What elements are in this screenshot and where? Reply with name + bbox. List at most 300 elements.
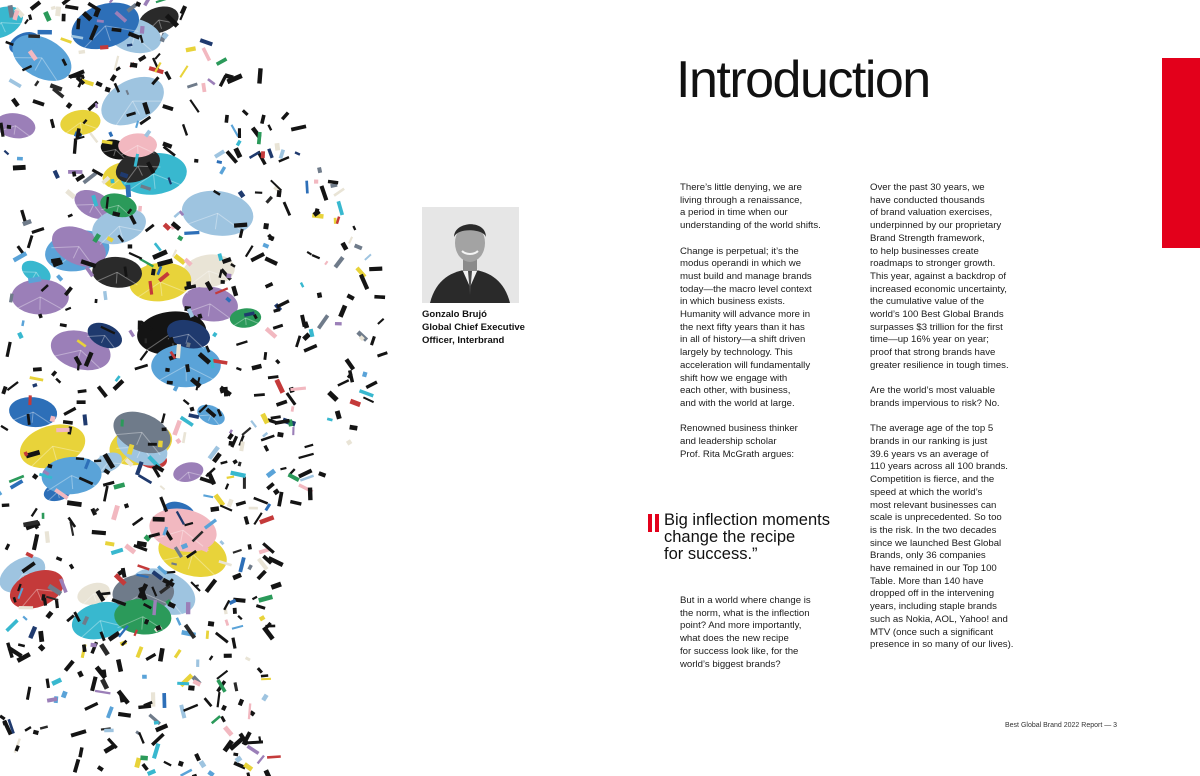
portrait-caption (422, 308, 542, 347)
portrait-photo (422, 207, 519, 303)
confetti-dash (220, 716, 226, 723)
confetti-dash (154, 242, 162, 251)
confetti-dash (207, 770, 214, 776)
confetti-dash (259, 515, 274, 524)
confetti-dash (346, 294, 354, 301)
confetti-dash (261, 674, 269, 677)
confetti-dash (51, 6, 56, 10)
confetti-dash (5, 543, 10, 550)
confetti-dash (327, 391, 339, 402)
confetti-dash (220, 461, 227, 465)
confetti-dash (233, 753, 238, 757)
confetti-dash (266, 469, 276, 478)
confetti-dash (206, 631, 209, 639)
confetti-dash (32, 383, 37, 388)
confetti-dash (138, 206, 142, 212)
confetti-dash (142, 675, 147, 679)
confetti-dash (300, 282, 304, 288)
confetti-dash (304, 444, 313, 449)
confetti-dash (151, 692, 155, 706)
confetti-dash (62, 14, 66, 22)
confetti-dash (238, 699, 244, 706)
confetti-dash (345, 358, 356, 370)
confetti-dash (2, 503, 10, 507)
confetti-dash (273, 488, 280, 495)
confetti-dash (67, 500, 82, 507)
confetti-dash (27, 235, 34, 248)
confetti-dash (274, 379, 285, 394)
confetti-dash (154, 53, 160, 60)
confetti-dash (105, 541, 115, 546)
confetti-dash (42, 513, 45, 519)
confetti-dash (263, 223, 269, 230)
confetti-dash (46, 678, 50, 688)
confetti-dash (233, 608, 237, 614)
confetti-dash (22, 616, 27, 621)
confetti-dash (231, 124, 240, 137)
confetti-dash (245, 656, 251, 661)
confetti-dash (40, 725, 48, 729)
confetti-dash (212, 332, 217, 338)
confetti-dash (117, 690, 130, 705)
confetti-dash (18, 643, 25, 647)
confetti-dash (295, 151, 301, 155)
confetti-dash (1, 386, 7, 395)
confetti-dash (275, 143, 281, 151)
confetti-dash (320, 185, 329, 201)
confetti-dash (261, 151, 265, 158)
confetti-dash (99, 643, 110, 656)
confetti-dash (314, 180, 318, 184)
confetti-dash (61, 691, 68, 699)
confetti-dash (165, 368, 170, 372)
confetti-dash (160, 485, 166, 490)
person-role-line-2: Officer, Interbrand (422, 335, 505, 346)
umbrella-shape (171, 459, 205, 485)
confetti-dash (334, 256, 345, 268)
confetti-dash (317, 292, 322, 298)
confetti-dash (261, 694, 268, 702)
confetti-dash (257, 68, 263, 84)
confetti-dash (279, 149, 285, 159)
confetti-dash (176, 617, 182, 625)
confetti-dash (95, 81, 102, 87)
confetti-dash (277, 432, 284, 438)
confetti-dash (377, 351, 388, 357)
confetti-dash (232, 573, 242, 581)
page-title: Introduction (676, 51, 930, 109)
confetti-dash (236, 367, 242, 371)
confetti-dash (89, 132, 98, 143)
confetti-dash (223, 726, 233, 737)
confetti-dash (100, 678, 109, 689)
confetti-dash (265, 196, 273, 204)
confetti-dash (232, 625, 244, 630)
confetti-dash (260, 115, 266, 124)
confetti-dash (291, 124, 307, 131)
page-footer: Best Global Brand 2022 Report — 3 (1005, 722, 1118, 729)
confetti-dash (231, 637, 236, 648)
confetti-dash (244, 516, 250, 525)
confetti-dash (83, 414, 88, 425)
confetti-dash (104, 729, 113, 733)
confetti-dash (213, 494, 225, 507)
confetti-dash (241, 427, 251, 436)
confetti-dash (340, 242, 348, 251)
confetti-dash (164, 71, 171, 80)
confetti-dash (141, 763, 148, 771)
confetti-dash (134, 364, 148, 371)
confetti-dash (124, 503, 129, 508)
confetti-dash (251, 364, 262, 371)
confetti-dash (7, 125, 12, 129)
confetti-dash (162, 104, 173, 111)
confetti-dash (94, 460, 101, 463)
confetti-dash (359, 389, 374, 397)
confetti-dash (258, 594, 273, 602)
confetti-dash (33, 367, 42, 371)
confetti-dash (69, 564, 74, 570)
confetti-dash (275, 359, 280, 364)
confetti-dash (277, 190, 282, 197)
confetti-dash (224, 654, 232, 658)
confetti-dash (33, 730, 39, 735)
confetti-dash (263, 445, 269, 452)
confetti-dash (238, 128, 241, 138)
confetti-dash (105, 87, 111, 93)
confetti-dash (265, 503, 272, 511)
confetti-dash (13, 165, 26, 171)
umbrella-shape (8, 395, 59, 429)
confetti-dash (60, 37, 72, 44)
confetti-dash (78, 389, 87, 393)
confetti-dash (28, 34, 40, 38)
confetti-dash (147, 769, 156, 776)
confetti-dash (73, 759, 80, 773)
confetti-dash (221, 280, 225, 284)
confetti-dash (374, 295, 385, 299)
paragraph: Are the world’s most valuable brands impervious to risk? No. (870, 385, 1000, 409)
confetti-dash (153, 517, 165, 522)
confetti-dash (32, 99, 44, 106)
confetti-dash (158, 648, 165, 662)
confetti-dash (290, 500, 302, 506)
confetti-dash (188, 413, 199, 419)
confetti-dash (21, 320, 24, 326)
confetti-dash (295, 335, 301, 347)
confetti-dash (162, 693, 166, 708)
confetti-dash (90, 676, 97, 691)
confetti-dash (348, 236, 353, 244)
confetti-dash (246, 745, 259, 755)
confetti-dash (17, 157, 23, 161)
confetti-dash (51, 677, 62, 685)
confetti-dash (265, 282, 274, 289)
confetti-dash (32, 473, 39, 479)
confetti-dash (113, 379, 125, 391)
confetti-dash (262, 243, 269, 249)
confetti-dash (233, 682, 238, 691)
confetti-dash (24, 19, 29, 24)
confetti-dash (362, 371, 368, 377)
confetti-dash (24, 726, 31, 732)
confetti-dash (253, 497, 268, 505)
confetti-dash (179, 65, 188, 78)
pull-quote (648, 512, 858, 563)
confetti-dash (242, 109, 249, 116)
confetti-dash (308, 488, 313, 501)
confetti-dash (261, 678, 271, 680)
confetti-dash (205, 579, 217, 593)
confetti-dash (247, 544, 251, 550)
confetti-dash (177, 235, 183, 241)
confetti-dash (227, 499, 234, 508)
confetti-dash (338, 305, 347, 318)
confetti-dash (65, 307, 71, 311)
confetti-dash (45, 611, 53, 619)
confetti-dash (194, 159, 198, 163)
confetti-dash (26, 687, 31, 700)
confetti-dash (364, 254, 371, 261)
confetti-dash (77, 671, 84, 678)
confetti-dash (97, 765, 104, 771)
confetti-dash (209, 655, 214, 660)
confetti-dash (292, 427, 294, 435)
confetti-dash (140, 26, 145, 34)
confetti-dash (161, 413, 166, 423)
confetti-dash (352, 226, 356, 231)
confetti-dash (106, 706, 114, 718)
confetti-dash (77, 400, 86, 404)
confetti-dash (4, 150, 10, 155)
confetti-dash (38, 30, 52, 35)
confetti-dash (180, 769, 192, 776)
confetti-dash (276, 400, 288, 407)
confetti-dash (225, 619, 230, 626)
confetti-dash (182, 124, 188, 136)
confetti-dash (186, 46, 197, 52)
confetti-dash (271, 415, 281, 419)
body-column-2 (870, 182, 1055, 665)
confetti-dash (219, 166, 226, 175)
confetti-dash (243, 477, 246, 489)
person-name: Gonzalo Brujó (422, 309, 487, 320)
confetti-dash (31, 227, 44, 234)
confetti-dash (217, 692, 221, 708)
confetti-dash (196, 660, 199, 667)
confetti-dash (237, 615, 242, 620)
confetti-dash (257, 755, 265, 764)
confetti-dash (28, 626, 37, 639)
confetti-dash (163, 761, 171, 767)
quote-mark-icon (648, 514, 662, 532)
confetti-dash (129, 252, 143, 260)
confetti-dash (78, 50, 85, 54)
confetti-dash (194, 753, 201, 761)
confetti-dash (201, 83, 206, 92)
confetti-dash (56, 428, 69, 432)
confetti-dash (307, 251, 313, 256)
confetti-dash (136, 646, 144, 658)
confetti-dash (186, 602, 191, 614)
confetti-dash (267, 755, 281, 758)
confetti-dash (273, 324, 284, 330)
confetti-dash (63, 420, 73, 425)
confetti-dash (97, 385, 108, 398)
confetti-dash (60, 323, 67, 327)
confetti-dash (31, 508, 38, 517)
confetti-dash (9, 78, 22, 88)
umbrella-shape (0, 110, 37, 141)
confetti-dash (264, 769, 273, 776)
confetti-dash (363, 397, 374, 404)
confetti-dash (349, 399, 361, 407)
confetti-dash (200, 38, 213, 46)
confetti-dash (137, 173, 139, 179)
confetti-dash (250, 420, 257, 428)
confetti-dash (216, 670, 228, 680)
confetti-dash (62, 0, 72, 5)
confetti-dash (327, 418, 333, 422)
paragraph: Renowned business thinker and leadership scholar Prof. Rita McGrath argues: (680, 423, 798, 460)
confetti-dash (163, 223, 171, 231)
confetti-dash (203, 494, 213, 498)
confetti-dash (111, 505, 120, 521)
confetti-dash (337, 201, 344, 216)
confetti-dash (55, 6, 61, 16)
paragraph: There’s little denying, we are living through a renaissance, a period in time when our understanding of the world shifts. (680, 182, 821, 232)
confetti-dash (138, 474, 152, 484)
body-column-1 (680, 182, 860, 474)
confetti-dash (71, 729, 87, 737)
confetti-dash (6, 342, 12, 358)
confetti-dash (148, 443, 157, 446)
confetti-dash (346, 439, 352, 445)
confetti-dash (328, 180, 339, 185)
confetti-dash (51, 370, 57, 376)
confetti-dash (263, 352, 267, 360)
pull-quote-text: Big inflection moments change the recipe for success.” (664, 511, 830, 563)
confetti-dash (5, 619, 18, 632)
confetti-dash (56, 274, 63, 281)
confetti-dash (333, 188, 345, 197)
confetti-dash (268, 375, 279, 379)
confetti-dash (118, 712, 131, 718)
confetti-dash (257, 570, 267, 581)
paragraph: The average age of the top 5 brands in our ranking is just 39.6 years vs an average of 110 years across all 100 brands. Competition is fierce, and the speed at which the world’s most relevant businesses can scale is unprecedented. So too is the risk. In the two decades since we launched Best Global Brands, only 36 companies have remained in our Top 100 Table. More than 140 have dropped off in the intervening years, including staple brands such as Nokia, AOL, Yahoo! and MTV (once such a significant presence in so many of our lives). (870, 423, 1014, 651)
confetti-dash (145, 224, 155, 233)
confetti-dash (68, 213, 73, 217)
confetti-dash (258, 736, 261, 741)
confetti-dash (238, 190, 246, 198)
confetti-dash (145, 338, 147, 343)
confetti-dash (110, 179, 114, 183)
confetti-dash (238, 557, 245, 572)
confetti-dash (179, 704, 186, 718)
confetti-dash (211, 715, 221, 724)
confetti-dash (312, 254, 321, 259)
confetti-dash (108, 131, 113, 137)
confetti-dash (111, 548, 124, 555)
confetti-dash (204, 697, 213, 707)
confetti-dash (246, 772, 252, 776)
confetti-dash (257, 667, 263, 674)
confetti-dash (236, 340, 248, 346)
confetti-dash (317, 314, 329, 329)
confetti-dash (65, 189, 76, 199)
confetti-dash (254, 393, 265, 397)
confetti-dash (233, 147, 242, 158)
confetti-dash (66, 102, 73, 109)
confetti-dash (45, 531, 50, 543)
confetti-dash (224, 387, 229, 397)
confetti-dash (288, 473, 300, 482)
confetti-dash (19, 606, 33, 609)
confetti-dash (324, 261, 328, 266)
confetti-dash (190, 407, 195, 412)
confetti-dash (113, 482, 125, 489)
confetti-dash (174, 212, 181, 218)
confetti-dash (267, 148, 274, 158)
confetti-dash (249, 507, 258, 510)
confetti-dash (370, 336, 376, 346)
confetti-dash (121, 420, 124, 427)
confetti-dash (84, 702, 98, 711)
confetti-dash (78, 747, 83, 757)
confetti-dash (247, 564, 252, 570)
confetti-dash (202, 47, 212, 61)
confetti-dash (276, 299, 289, 308)
confetti-dash (229, 599, 237, 605)
confetti-dash (0, 425, 8, 431)
confetti-dash (232, 459, 238, 464)
confetti-dash (303, 344, 317, 353)
confetti-dash (335, 322, 342, 325)
confetti-dash (128, 330, 135, 338)
confetti-dash (95, 690, 111, 695)
confetti-dash (283, 202, 292, 217)
confetti-dash (188, 685, 195, 691)
confetti-dash (250, 252, 265, 262)
confetti-dash (158, 441, 163, 448)
confetti-dash (34, 80, 39, 86)
confetti-dash (140, 755, 148, 760)
confetti-dash (317, 167, 322, 173)
confetti-dash (227, 475, 235, 479)
confetti-dash (73, 140, 77, 154)
confetti-dash (50, 119, 55, 129)
confetti-dash (248, 703, 252, 719)
umbrella-shape (11, 279, 69, 316)
confetti-dash (243, 762, 253, 771)
confetti-dash (28, 14, 32, 20)
confetti-dash (177, 682, 189, 686)
confetti-dash (256, 604, 266, 610)
umbrella-crowd-collage (0, 0, 420, 776)
confetti-dash (121, 568, 127, 578)
confetti-dash (0, 715, 6, 721)
confetti-dash (210, 506, 219, 512)
confetti-dash (63, 407, 76, 416)
confetti-dash (208, 621, 215, 627)
confetti-dash (199, 760, 207, 768)
confetti-dash (245, 245, 254, 257)
confetti-dash (227, 433, 234, 440)
confetti-dash (354, 244, 363, 251)
confetti-dash (215, 632, 229, 644)
confetti-dash (65, 5, 79, 11)
umbrella-shape (5, 25, 80, 90)
